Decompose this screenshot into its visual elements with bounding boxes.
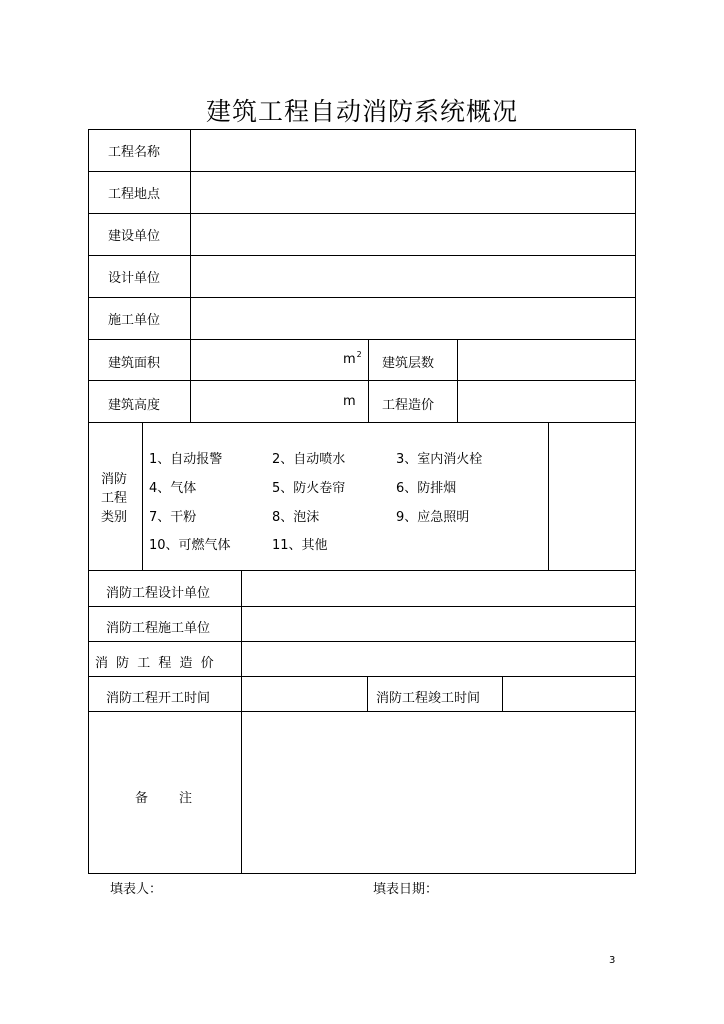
area-unit: $m^2$ — [343, 350, 362, 367]
building-area-label: 建筑面积 — [108, 356, 161, 371]
fire-builder-unit-label: 消防工程施工单位 — [106, 621, 211, 636]
fire-type-item: 10、可燃气体 — [149, 538, 231, 553]
project-name-label: 工程名称 — [108, 145, 161, 160]
fire-type-item: 4、气体 — [149, 481, 197, 496]
project-cost-label: 工程造价 — [382, 398, 435, 413]
fire-type-item: 8、泡沫 — [272, 510, 320, 525]
remarks-label-char1: 备 — [135, 791, 149, 806]
fill-date-label: 填表日期： — [373, 882, 439, 897]
remarks-label-char2: 注 — [179, 791, 193, 806]
page-number: 3 — [609, 955, 616, 966]
fire-design-unit-label: 消防工程设计单位 — [106, 586, 211, 601]
design-unit-label: 设计单位 — [108, 271, 161, 286]
builder-unit-label: 施工单位 — [108, 313, 161, 328]
fire-types-label: 消防 工程 类别 — [100, 472, 127, 525]
fire-cost-label: 消 防 工 程 造 价 — [95, 656, 214, 671]
fire-type-item: 1、自动报警 — [149, 452, 223, 467]
height-unit: m — [343, 394, 356, 409]
fire-type-item: 5、防火卷帘 — [272, 481, 346, 496]
construction-unit-label: 建设单位 — [108, 229, 161, 244]
fire-type-item: 3、室内消火栓 — [396, 452, 483, 467]
project-location-label: 工程地点 — [108, 187, 161, 202]
fire-type-item: 6、防排烟 — [396, 481, 457, 496]
fire-type-item: 7、干粉 — [149, 510, 197, 525]
floors-label: 建筑层数 — [382, 356, 435, 371]
fire-type-item: 11、其他 — [272, 538, 328, 553]
page-title: 建筑工程自动消防系统概况 — [205, 97, 518, 126]
building-height-label: 建筑高度 — [108, 398, 161, 413]
filler-label: 填表人： — [110, 882, 163, 897]
fire-start-time-label: 消防工程开工时间 — [106, 691, 211, 706]
fire-type-item: 9、应急照明 — [396, 510, 470, 525]
fire-finish-time-label: 消防工程竣工时间 — [376, 691, 481, 706]
fire-type-item: 2、自动喷水 — [272, 452, 346, 467]
